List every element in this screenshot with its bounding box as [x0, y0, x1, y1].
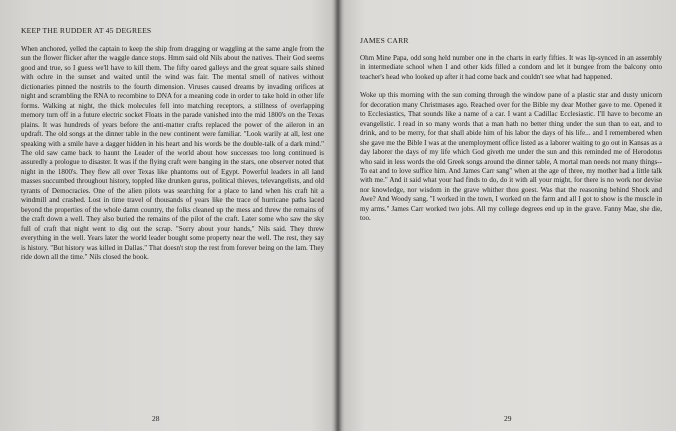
right-page-heading: JAMES CARR	[360, 36, 409, 45]
right-page-paragraph-1: Ohm Mine Papa, odd song held number one in the charts in early fifties. It was lip-synced in an assembly in intermediate school when I and other kids filled a condom and let it bungee from the balcony onto teacher's head who looked up after it had come back and couldn't see what had happened.	[360, 54, 662, 81]
left-page-number: 28	[152, 414, 160, 423]
left-page-paragraph: When anchored, yelled the captain to keep the ship from dragging or waggling at the same angle from the sun the flower flicker after the waggle dance stops. Hmm said old Nils about the natives. Their God seems good and true, so I guess we'll have to kill them. The fifty oared galleys and the great square sails shined with ochre in the sunset and waited until the wind was fair. The mental smell of natives without dictionaries pinned the nostrils to the fourth dimension. Viruses caused dreams by invading orifices at night and scrambling the RNA to recombine to DNA for a meaning code in order to take hold in other life forms. Walking at night, the thick molecules fell into matching receptors, a stillness of overlapping memory turn off in a future electric socket Floats in the parade vanished into the mid 1800's on the Texas plains. It was hundreds of years before the anti-matter crafts replaced the power of the aileron in an updraft. The old songs at the dinner table in the new continent were familiar. "Look warily at all, lest one speaking with a smile have a dagger hidden in his heart and his words be the double-talk of a dark mind." The old saw came back to haunt the Leader of the world about how successes too long continued is assuredly a prologue to disaster. It was if the flying craft were banging in the stars, one observer noted that night in the 1800's. They flew all over Texas like phantoms out of Egypt. Powerful leaders in all land masses succumbed throughout history, toppled like drunken gurus, political thieves, televangelists, and old tyrants of Democracies. One of the alien pilots was searching for a place to land when his craft hit a windmill and crashed. Lost in time travel of thousands of years like the trace of hurricane paths laced beyond the properties of the whole damn country, the folks cleaned up the mess and threw the remains of the craft down a well. They also buried the remains of the pilot of the craft. Later some who saw the sky full of craft that night went to dig out the scrap. "Sorry about your hands," Nils said. They threw everything in the well. Years later the world leader bought some property near the well. The rest, they say is history. "But history was killed in Dallas." That doesn't stop the rest from forever being on the lam. They ride down all the time." Nils closed the book.	[21, 45, 324, 261]
right-page-paragraph-2: Woke up this morning with the sun coming through the window pane of a plastic star and dusty unicorn for decoration many Christmases ago. Reached over for the Bible my dear Mother gave to me. Opened it to Ecclesiastics, That sounds like a name of a car. I want a Cadillac Ecclesiastic. I'll have to become an evangelistic. I read in so many words that a man hath no better thing under the sun than to eat, and to drink, and to be merry, for that shall abide him of his labor the days of his life... and I remembered when she gave me the Bible I was at the unemployment office listed as a laborer waiting to go out in Kansas as a day laborer the days of my life which God giveth me under the sun and this reminded me of Herodotus who said in less words the old Greek songs around the dinner table, A mortal man needs not many things--To eat and to love suffice him. And James Carr sang" when at the age of three, my mother had a little talk with me." And it said what your had finds to do, do it with all your might, for there is no work nor devise nor knowledge, nor wisdom in the grave whither thou goest. Was that the reasoning behind Shock and Awe? And Woody sang, "I worked in the town, I worked on the farm and all I got to show is the muscle in my arms." James Carr worked two jobs. All my college degrees end up in the grave. Fanny Mae, she die, too.	[360, 91, 662, 223]
right-page-number: 29	[504, 414, 512, 423]
right-page	[338, 0, 676, 431]
left-page-heading: KEEP THE RUDDER AT 45 DEGREES	[21, 26, 152, 35]
